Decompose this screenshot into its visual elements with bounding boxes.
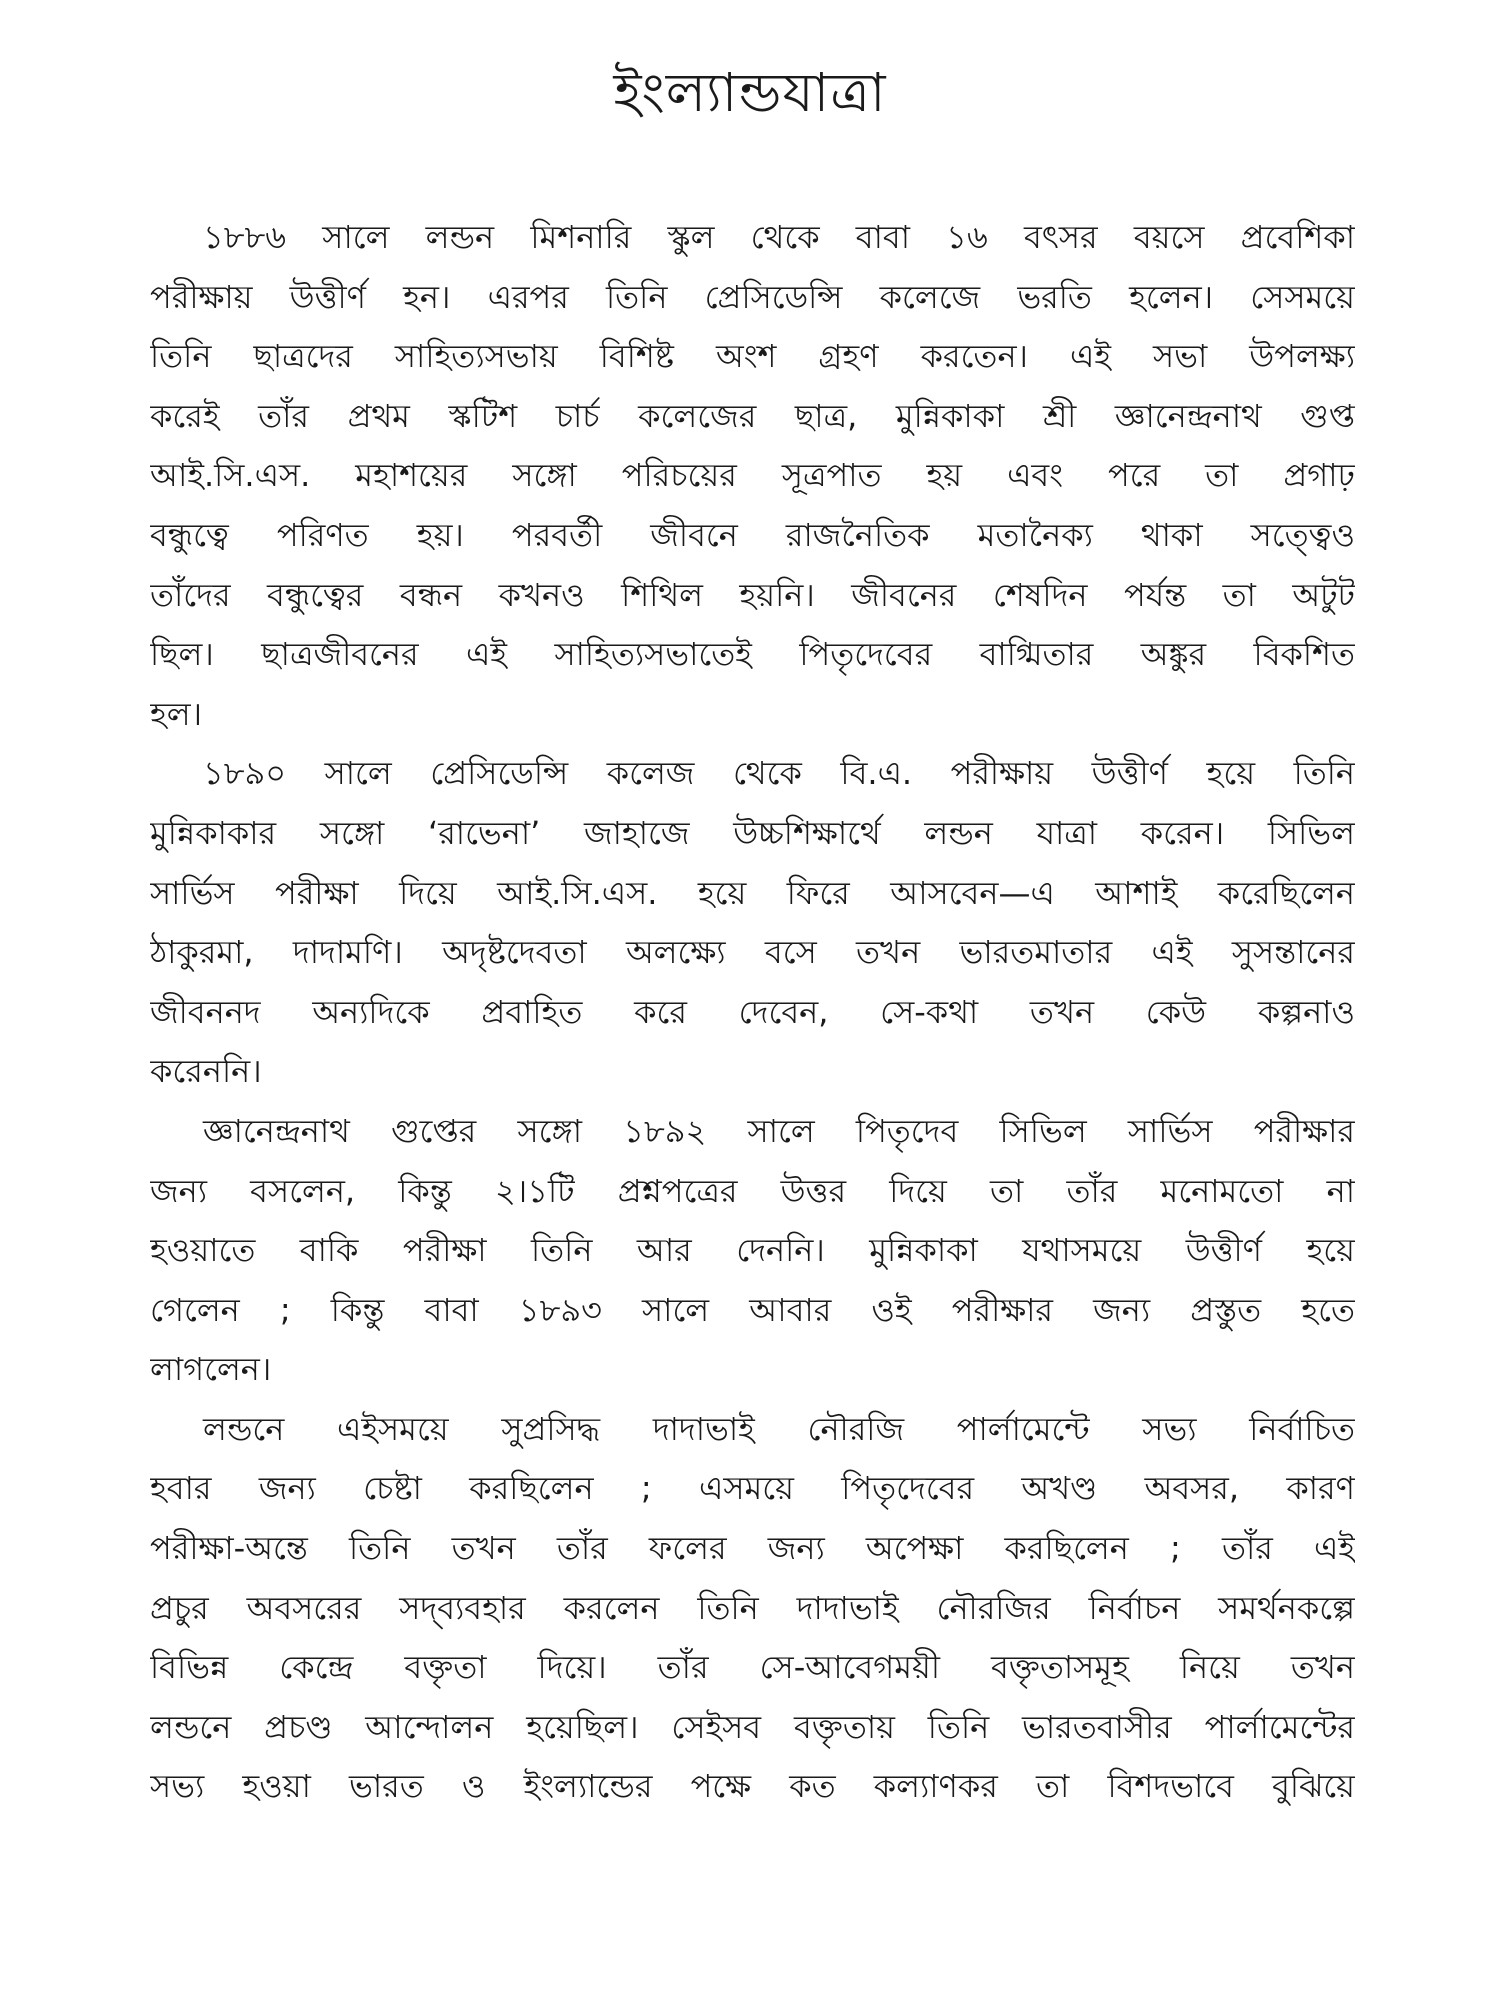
text-line: লন্ডনে এইসময়ে সুপ্রসিদ্ধ দাদাভাই নৌরজি পার্লামেন্টে সভ্য নির্বাচিত: [203, 1409, 1355, 1448]
text-line: হবার জন্য চেষ্টা করছিলেন ; এসময়ে পিতৃদেবের অখণ্ড অবসর, কারণ: [150, 1469, 1355, 1508]
text-line: করেননি।: [150, 1052, 262, 1091]
text-line: প্রচুর অবসরের সদ্‌ব্যবহার করলেন তিনি দাদাভাই নৌরজির নির্বাচন সমর্থনকল্পে: [150, 1588, 1355, 1627]
text-line: হওয়াতে বাকি পরীক্ষা তিনি আর দেননি। মুন্নিকাকা যথাসময়ে উত্তীর্ণ হয়ে: [150, 1231, 1355, 1270]
paragraph-2: [150, 744, 1355, 1102]
text-line: হল।: [150, 694, 203, 733]
text-line: ১৮৮৬ সালে লন্ডন মিশনারি স্কুল থেকে বাবা ১৬ বৎসর বয়সে প্রবেশিকা: [203, 218, 1355, 256]
text-line: গেলেন ; কিন্তু বাবা ১৮৯৩ সালে আবার ওই পরীক্ষার জন্য প্রস্তুত হতে: [150, 1290, 1355, 1329]
paragraph-3: [150, 1102, 1355, 1400]
text-line: পরীক্ষায় উত্তীর্ণ হন। এরপর তিনি প্রেসিডেন্সি কলেজে ভরতি হলেন। সেসময়ে: [150, 277, 1355, 316]
text-line: তিনি ছাত্রদের সাহিত্যসভায় বিশিষ্ট অংশ গ্রহণ করতেন। এই সভা উপলক্ষ্য: [150, 337, 1355, 376]
text-line: তাঁদের বন্ধুত্বের বন্ধন কখনও শিথিল হয়নি। জীবনের শেষদিন পর্যন্ত তা অটুট: [150, 575, 1355, 614]
text-line: আই.সি.এস. মহাশয়ের সঙ্গো পরিচয়ের সূত্রপাত হয় এবং পরে তা প্রগাঢ়: [150, 456, 1355, 495]
text-line: লন্ডনে প্রচণ্ড আন্দোলন হয়েছিল। সেইসব বক্তৃতায় তিনি ভারতবাসীর পার্লামেন্টের: [150, 1707, 1355, 1746]
text-line: করেই তাঁর প্রথম স্কটিশ চার্চ কলেজের ছাত্র, মুন্নিকাকা শ্রী জ্ঞানেন্দ্রনাথ গুপ্ত: [150, 396, 1355, 435]
text-line: জ্ঞানেন্দ্রনাথ গুপ্তের সঙ্গো ১৮৯২ সালে পিতৃদেব সিভিল সার্ভিস পরীক্ষার: [203, 1111, 1355, 1150]
text-line: ১৮৯০ সালে প্রেসিডেন্সি কলেজ থেকে বি.এ. পরীক্ষায় উত্তীর্ণ হয়ে তিনি: [203, 754, 1355, 793]
chapter-title: ইংল্যান্ডযাত্রা: [613, 61, 887, 124]
paragraph-4: [150, 1400, 1355, 1817]
text-line: সার্ভিস পরীক্ষা দিয়ে আই.সি.এস. হয়ে ফিরে আসবেন—এ আশাই করেছিলেন: [150, 873, 1355, 912]
body-text: [150, 208, 1355, 1817]
paragraph-1: [150, 208, 1355, 744]
text-line: জন্য বসলেন, কিন্তু ২।১টি প্রশ্নপত্রের উত্তর দিয়ে তা তাঁর মনোমতো না: [150, 1171, 1355, 1210]
text-line: লাগলেন।: [150, 1350, 272, 1389]
text-line: ছিল। ছাত্রজীবনের এই সাহিত্যসভাতেই পিতৃদেবের বাগ্মিতার অঙ্কুর বিকশিত: [150, 635, 1355, 674]
text-line: জীবননদ অন্যদিকে প্রবাহিত করে দেবেন, সে-কথা তখন কেউ কল্পনাও: [150, 992, 1355, 1031]
text-line: ঠাকুরমা, দাদামণি। অদৃষ্টদেবতা অলক্ষ্যে বসে তখন ভারতমাতার এই সুসন্তানের: [150, 933, 1355, 972]
text-line: সভ্য হওয়া ভারত ও ইংল্যান্ডের পক্ষে কত কল্যাণকর তা বিশদভাবে বুঝিয়ে: [150, 1767, 1355, 1806]
text-line: মুন্নিকাকার সঙ্গো ‘রাভেনা’ জাহাজে উচ্চশিক্ষার্থে লন্ডন যাত্রা করেন। সিভিল: [150, 813, 1355, 852]
text-line: বিভিন্ন কেন্দ্রে বক্তৃতা দিয়ে। তাঁর সে-আবেগময়ী বক্তৃতাসমূহ নিয়ে তখন: [150, 1648, 1355, 1687]
text-line: বন্ধুত্বে পরিণত হয়। পরবর্তী জীবনে রাজনৈতিক মতানৈক্য থাকা সত্ত্বেও: [150, 515, 1355, 554]
text-line: পরীক্ষা-অন্তে তিনি তখন তাঁর ফলের জন্য অপেক্ষা করছিলেন ; তাঁর এই: [150, 1529, 1355, 1568]
